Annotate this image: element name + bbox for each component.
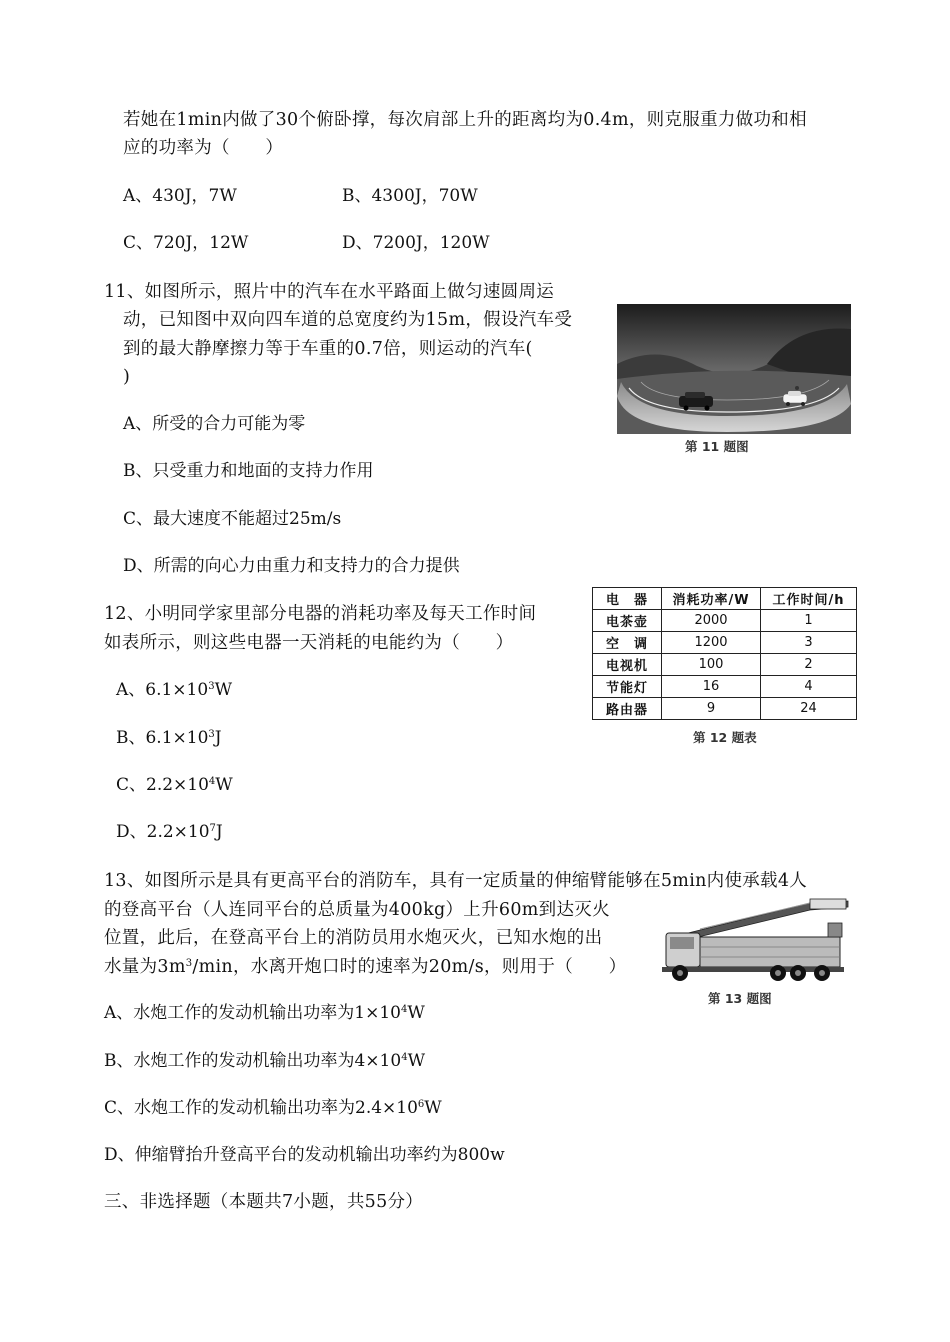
table-cell: 24 bbox=[761, 698, 857, 720]
table-cell: 2000 bbox=[662, 610, 761, 632]
table-row bbox=[593, 676, 857, 698]
table-row bbox=[593, 698, 857, 720]
table-cell: 100 bbox=[662, 654, 761, 676]
q11-option-a: A、所受的合力可能为零 bbox=[123, 414, 306, 434]
table-cell: 16 bbox=[662, 676, 761, 698]
table-cell: 空 调 bbox=[593, 632, 662, 654]
table-header-cell: 工作时间/h bbox=[761, 588, 857, 610]
q11-option-d: D、所需的向心力由重力和支持力的合力提供 bbox=[123, 556, 460, 576]
q13-stem-line2: 的登高平台（人连同平台的总质量为400kg）上升60m到达灭火 bbox=[104, 900, 610, 920]
q12-option-d: D、$2.2\times 10^7J$ bbox=[116, 822, 223, 842]
table-cell: 9 bbox=[662, 698, 761, 720]
q12-option-a: A、$6.1\times 10^3W$ bbox=[116, 680, 233, 700]
q10-option-d: D、7200J，120W bbox=[342, 233, 490, 253]
q11-option-c: C、最大速度不能超过25m/s bbox=[123, 509, 342, 529]
q11-stem-line2: 动，已知图中双向四车道的总宽度约为15m，假设汽车受 bbox=[123, 310, 573, 330]
q13-option-a: A、水炮工作的发动机输出功率为$1\times 10^4W$ bbox=[104, 1003, 425, 1023]
q10-option-c: C、720J，12W bbox=[123, 233, 249, 253]
table-cell: 4 bbox=[761, 676, 857, 698]
q13-stem-line4: 水量为$3m^3/\min$，水离开炮口时的速率为20m/s，则用于（ ） bbox=[104, 957, 627, 977]
q10-stem-line2: 应的功率为（ ） bbox=[123, 138, 284, 158]
section-3-heading: 三、非选择题（本题共7小题，共55分） bbox=[104, 1192, 424, 1212]
q11-road-photo bbox=[617, 304, 851, 434]
q13-stem-line1: 13、如图所示是具有更高平台的消防车，具有一定质量的伸缩臂能够在5min内使承载4人 bbox=[104, 871, 808, 891]
q10-stem-line1: 若她在1min内做了30个俯卧撑，每次肩部上升的距离均为0.4m，则克服重力做功和相 bbox=[123, 110, 807, 130]
q12-stem-line2: 如表所示，则这些电器一天消耗的电能约为（ ） bbox=[104, 633, 514, 653]
q10-option-b: B、4300J，70W bbox=[342, 186, 478, 206]
table-header-row bbox=[593, 588, 857, 610]
table-cell: 1200 bbox=[662, 632, 761, 654]
q12-option-c: C、$2.2\times 10^4W$ bbox=[116, 775, 233, 795]
q13-option-b: B、水炮工作的发动机输出功率为$4\times 10^4W$ bbox=[104, 1051, 426, 1071]
q12-stem-line1: 12、小明同学家里部分电器的消耗功率及每天工作时间 bbox=[104, 604, 537, 624]
table-header-cell: 消耗功率/W bbox=[662, 588, 761, 610]
fire-truck-icon bbox=[662, 899, 848, 981]
table-cell: 节能灯 bbox=[593, 676, 662, 698]
table-row bbox=[593, 610, 857, 632]
q13-option-d: D、伸缩臂抬升登高平台的发动机输出功率约为800w bbox=[104, 1145, 505, 1165]
table-cell: 3 bbox=[761, 632, 857, 654]
q11-option-b: B、只受重力和地面的支持力作用 bbox=[123, 461, 374, 481]
q12-table-caption: 第 12 题表 bbox=[693, 730, 757, 745]
table-row bbox=[593, 632, 857, 654]
q10-option-a: A、430J，7W bbox=[123, 186, 237, 206]
q11-stem-line3: 到的最大静摩擦力等于车重的0.7倍，则运动的汽车( bbox=[123, 339, 533, 359]
q13-fire-truck-image bbox=[660, 893, 850, 985]
table-cell: 路由器 bbox=[593, 698, 662, 720]
q12-option-b: B、$6.1\times 10^3J$ bbox=[116, 728, 222, 748]
table-cell: 2 bbox=[761, 654, 857, 676]
table-cell: 1 bbox=[761, 610, 857, 632]
q13-stem-line3: 位置，此后，在登高平台上的消防员用水炮灭火，已知水炮的出 bbox=[104, 928, 603, 948]
q11-stem-line1: 11、如图所示，照片中的汽车在水平路面上做匀速圆周运 bbox=[104, 282, 555, 302]
table-row bbox=[593, 654, 857, 676]
q12-appliance-table bbox=[592, 587, 857, 720]
table-cell: 电视机 bbox=[593, 654, 662, 676]
q11-figure-caption: 第 11 题图 bbox=[685, 439, 749, 454]
q13-option-c: C、水炮工作的发动机输出功率为$2.4\times 10^6W$ bbox=[104, 1098, 442, 1118]
q13-figure-caption: 第 13 题图 bbox=[708, 991, 772, 1006]
table-cell: 电茶壶 bbox=[593, 610, 662, 632]
table-header-cell: 电 器 bbox=[593, 588, 662, 610]
q11-stem-line4: ) bbox=[123, 367, 131, 387]
